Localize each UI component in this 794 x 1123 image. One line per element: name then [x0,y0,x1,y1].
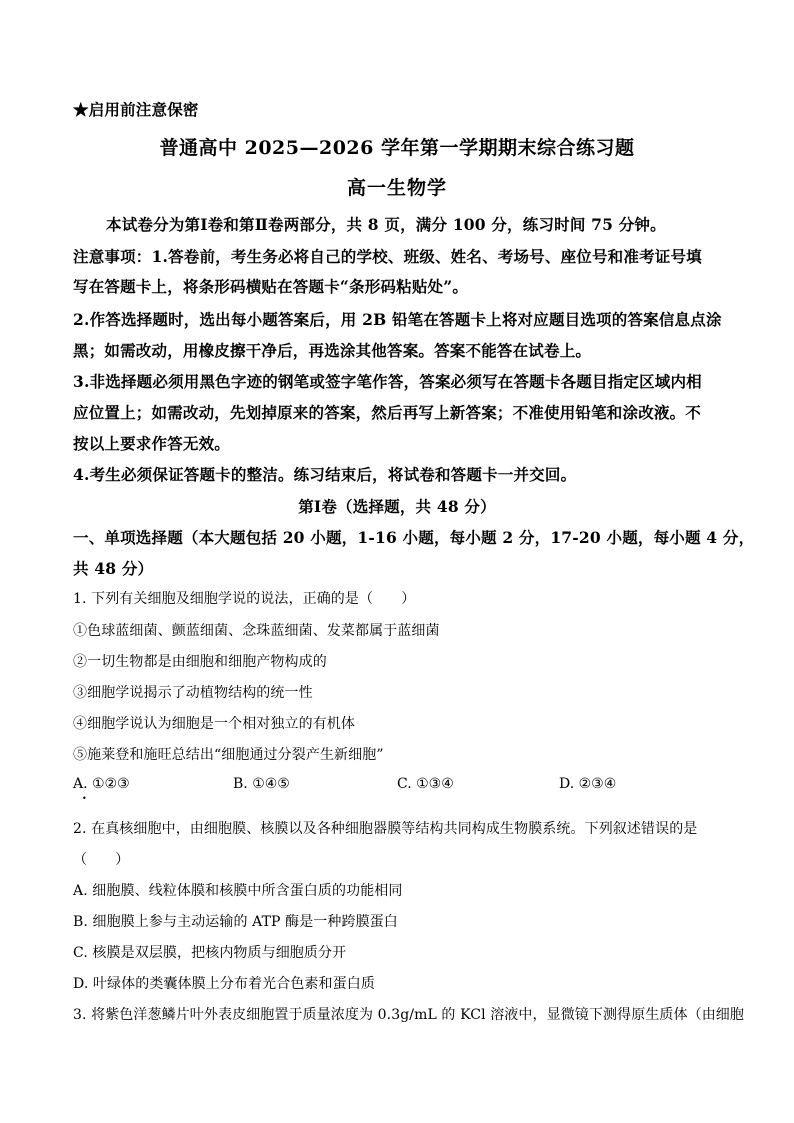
option-a: A. 细胞膜、线粒体膜和核膜中所含蛋白质的功能相同 [73,883,403,899]
statement-item: ⑤施莱登和施旺总结出“细胞通过分裂产生新细胞” [73,747,384,763]
question-stem: 2. 在真核细胞中，由细胞膜、核膜以及各种细胞器膜等结构共同构成生物膜系统。下列叙述错误的是 [73,821,698,837]
options-row [73,776,733,796]
option-b: B. 细胞膜上参与主动运输的 ATP 酶是一种跨膜蛋白 [73,914,398,930]
notes-line: 黑；如需改动，用橡皮擦干净后，再选涂其他答案。答案不能答在试卷上。 [73,341,592,360]
notes-line: 4.考生必须保证答题卡的整洁。练习结束后，将试卷和答题卡一并交回。 [73,465,577,484]
notes-line: 3.非选择题必须用黑色字迹的钢笔或签字笔作答，答案必须写在答题卡各题目指定区域内相 [73,372,702,391]
notes-line: 应位置上；如需改动，先划掉原来的答案，然后再写上新答案；不准使用铅笔和涂改液。不 [73,403,702,422]
option-b: B. ①④⑤ [233,776,290,792]
exam-title: 普通高中 2025—2026 学年第一学期期末综合练习题 [159,137,635,159]
question-stem: 1. 下列有关细胞及细胞学说的说法，正确的是（ ） [73,591,416,607]
secret-note: ★启用前注意保密 [73,100,199,119]
option-c: C. 核膜是双层膜，把核内物质与细胞质分开 [73,945,347,961]
stray-dot: • [82,794,87,803]
notes-line: 写在答题卡上，将条形码横贴在答题卡“条形码粘贴处”。 [73,277,469,296]
option-d: D. ②③④ [559,776,617,792]
part-heading-line: 一、单项选择题（本大题包括 20 小题，1-16 小题，每小题 2 分，17-20 小题，每小题 4 分， [73,528,755,547]
section-heading: 第Ⅰ卷（选择题，共 48 分） [298,497,496,516]
question-stem: 3. 将紫色洋葱鳞片叶外表皮细胞置于质量浓度为 0.3g/mL 的 KCl 溶液中，显微镜下测得原生质体（由细胞 [73,1007,744,1023]
option-c: C. ①③④ [397,776,454,792]
statement-item: ①色球蓝细菌、颤蓝细菌、念珠蓝细菌、发菜都属于蓝细菌 [73,623,440,639]
notes-line: 注意事项：1.答卷前，考生务必将自己的学校、班级、姓名、考场号、座位号和准考证号填 [73,247,702,266]
part-heading-line: 共 48 分） [73,559,154,578]
option-d: D. 叶绿体的类囊体膜上分布着光合色素和蛋白质 [73,976,375,992]
statement-item: ④细胞学说认为细胞是一个相对独立的有机体 [73,716,355,732]
statement-item: ②一切生物都是由细胞和细胞产物构成的 [73,654,327,670]
question-stem: （ ） [73,852,130,868]
option-a: A. ①②③ [73,776,130,792]
notes-line: 按以上要求作答无效。 [73,434,231,453]
notes-line: 2.作答选择题时，选出每小题答案后，用 2B 铅笔在答题卡上将对应题目选项的答案信息点涂 [73,310,722,329]
statement-item: ③细胞学说揭示了动植物结构的统一性 [73,685,313,701]
intro-text: 本试卷分为第Ⅰ卷和第Ⅱ卷两部分，共 8 页，满分 100 分，练习时间 75 分钟。 [106,215,666,234]
subject-title: 高一生物学 [346,177,447,199]
